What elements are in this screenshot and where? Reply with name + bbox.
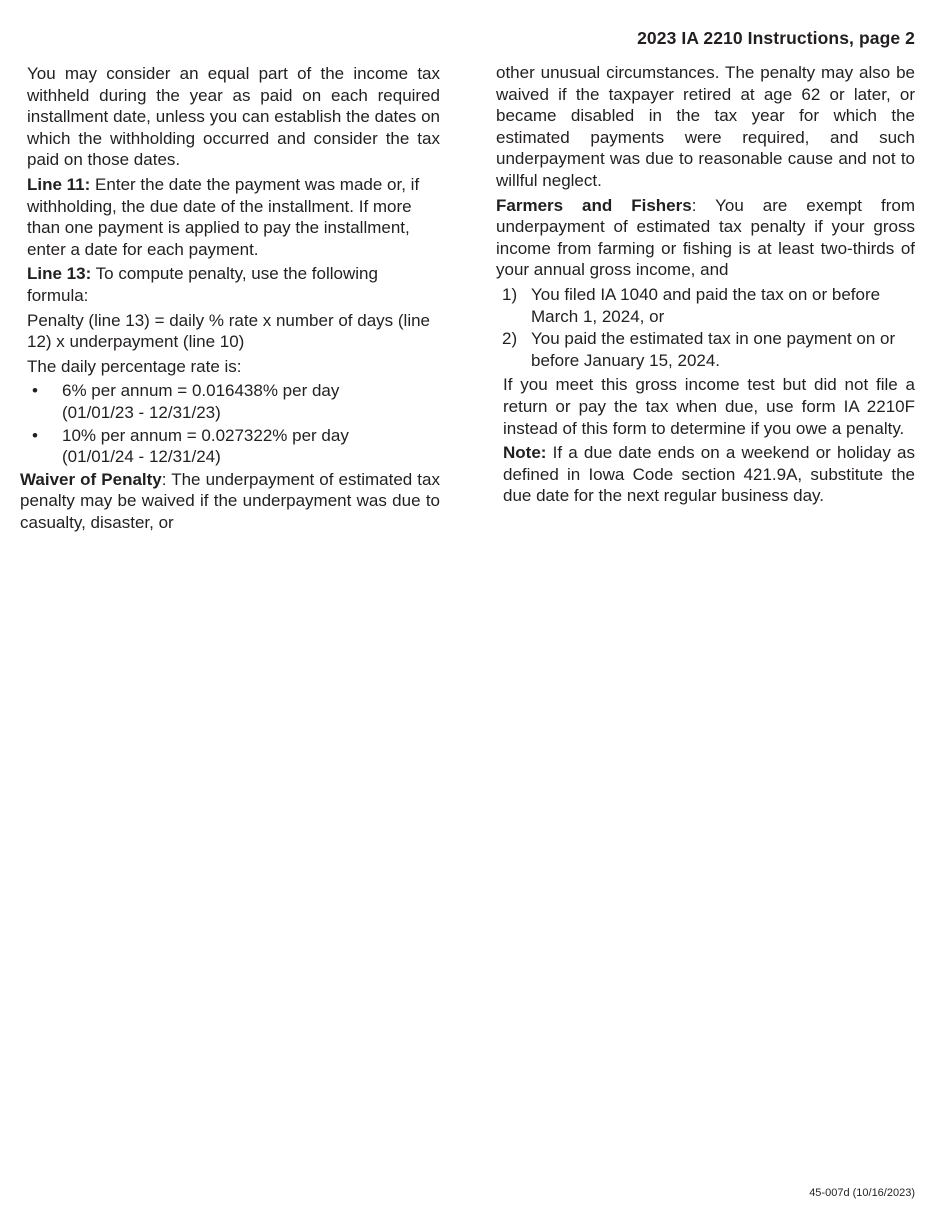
withholding-paragraph: You may consider an equal part of the income tax withheld during the year as paid on each required installment date, unless you can establish the dates on which the withholding occurred and consider the tax paid on those dates. xyxy=(27,64,440,170)
condition-text: You paid the estimated tax in one payment on or before January 15, 2024. xyxy=(531,329,896,370)
waiver-continuation: other unusual circumstances. The penalty may also be waived if the taxpayer retired at age 62 or later, or became disabled in the tax year for which the estimated payments were required, and such underpayment was due to reasonable cause and not to willful neglect. xyxy=(496,63,915,190)
rate-value: 6% per annum = 0.016438% per day xyxy=(62,381,340,401)
farmers-text: : You are exempt from underpayment of estimated tax penalty if your gross income from farming or fishing is at least two-thirds of your annual gross income, and xyxy=(496,195,915,280)
waiver-paragraph xyxy=(20,469,440,534)
bullet-icon: • xyxy=(32,381,38,401)
condition-number: 2) xyxy=(502,329,518,349)
farmers-label: Farmers and Fishers xyxy=(496,195,692,215)
left-column xyxy=(20,63,440,536)
line-13-paragraph xyxy=(20,263,440,306)
waiver-label: Waiver of Penalty xyxy=(20,469,162,489)
line-13-text: To compute penalty, use the following formula: xyxy=(27,264,378,305)
rate-period: (01/01/24 - 12/31/24) xyxy=(62,447,221,467)
note-text: If a due date ends on a weekend or holiday as defined in Iowa Code section 421.9A, substitute the due date for the next regular business day. xyxy=(503,443,915,506)
line-11-paragraph xyxy=(20,174,440,260)
rate-list xyxy=(20,380,440,467)
note-paragraph xyxy=(496,442,915,507)
line-13-label: Line 13: xyxy=(27,264,92,284)
waiver-text: : The underpayment of estimated tax penalty may be waived if the underpayment was due to casualty, disaster, or xyxy=(20,469,440,532)
line-11-text: Enter the date the payment was made or, if withholding, the due date of the installment. If more than one payment is applied to pay the installment, enter a date for each payment. xyxy=(27,174,420,259)
list-item xyxy=(496,284,915,327)
rate-period: (01/01/23 - 12/31/23) xyxy=(62,402,221,422)
gross-income-test-paragraph: If you meet this gross income test but did not file a return or pay the tax when due, use form IA 2210F instead of this form to determine if you owe a penalty. xyxy=(503,375,915,438)
list-item xyxy=(496,328,915,371)
bullet-icon: • xyxy=(32,425,38,445)
list-item xyxy=(20,380,440,423)
rate-intro: The daily percentage rate is: xyxy=(27,356,242,376)
rate-value: 10% per annum = 0.027322% per day xyxy=(62,425,349,445)
note-label: Note: xyxy=(503,443,547,463)
right-column xyxy=(496,62,915,510)
line-11-label: Line 11: xyxy=(27,174,91,194)
condition-number: 1) xyxy=(502,284,518,304)
list-item xyxy=(20,425,440,468)
condition-text: You filed IA 1040 and paid the tax on or before March 1, 2024, or xyxy=(531,284,881,326)
form-id: 45-007d (10/16/2023) xyxy=(809,1187,915,1199)
farmers-paragraph xyxy=(496,195,915,281)
conditions-list xyxy=(496,284,915,371)
page-title: 2023 IA 2210 Instructions, page 2 xyxy=(637,28,915,48)
penalty-formula: Penalty (line 13) = daily % rate x number of days (line 12) x underpayment (line 10) xyxy=(27,310,431,352)
